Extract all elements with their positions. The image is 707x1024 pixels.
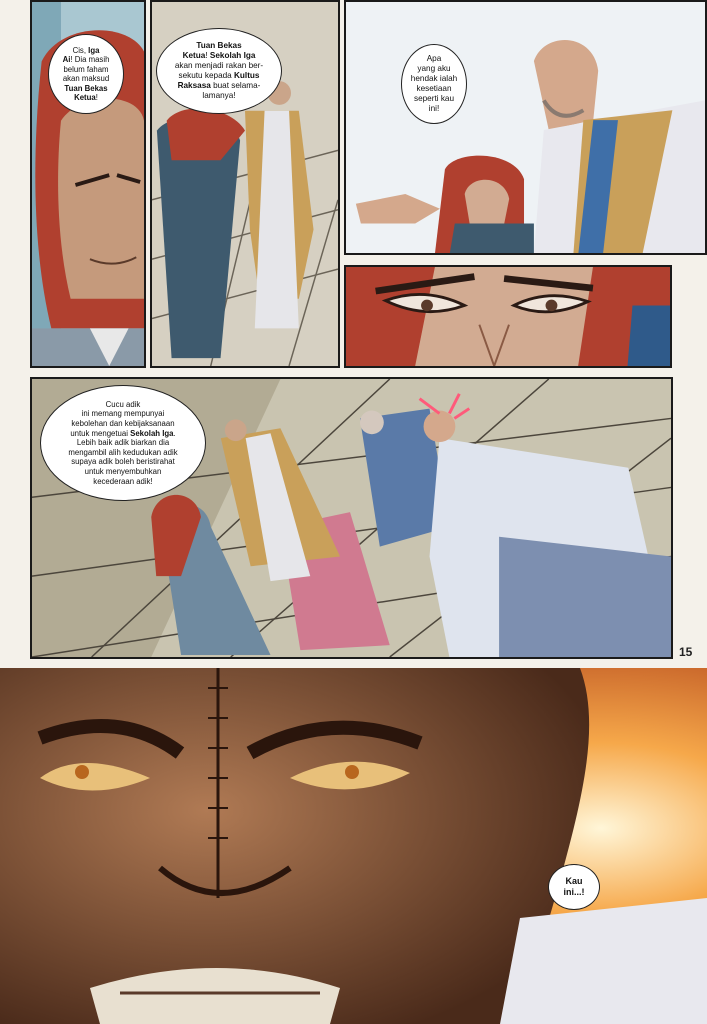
speech-bubble-1: Cis, Iga Ai! Dia masih belum faham akan maksud Tuan Bekas Ketua! xyxy=(48,34,124,114)
speech-bubble-4: Cucu adik ini memang mempunyai kebolehan dan kebijaksanaan untuk mengetuai Sekolah Iga. Lebih baik adik biarkan dia mengambil alih kedudukan adik supaya adik boleh beristirahat untuk menyembuhkan kecederaan adik! xyxy=(40,385,206,501)
panel-6-art xyxy=(0,668,707,1024)
panel-group-scene xyxy=(30,377,673,659)
panel-4-art xyxy=(346,267,670,366)
page-number: 15 xyxy=(679,645,693,659)
panel-master-and-student xyxy=(150,0,340,368)
speech-bubble-5: Kau ini...! xyxy=(548,864,600,910)
panel-elder-speaks xyxy=(344,0,707,255)
panel-3-art xyxy=(346,2,705,253)
speech-bubble-3: Apa yang aku hendak ialah kesetiaan seperti kau ini! xyxy=(401,44,467,124)
panel-angry-eyes xyxy=(344,265,672,368)
speech-bubble-2: Tuan Bekas Ketua! Sekolah Iga akan menjadi rakan ber- sekutu kepada Kultus Raksasa buat selama- lamanya! xyxy=(156,28,282,114)
panel-red-hair-closeup xyxy=(30,0,146,368)
panel-furious-face xyxy=(0,668,707,1024)
